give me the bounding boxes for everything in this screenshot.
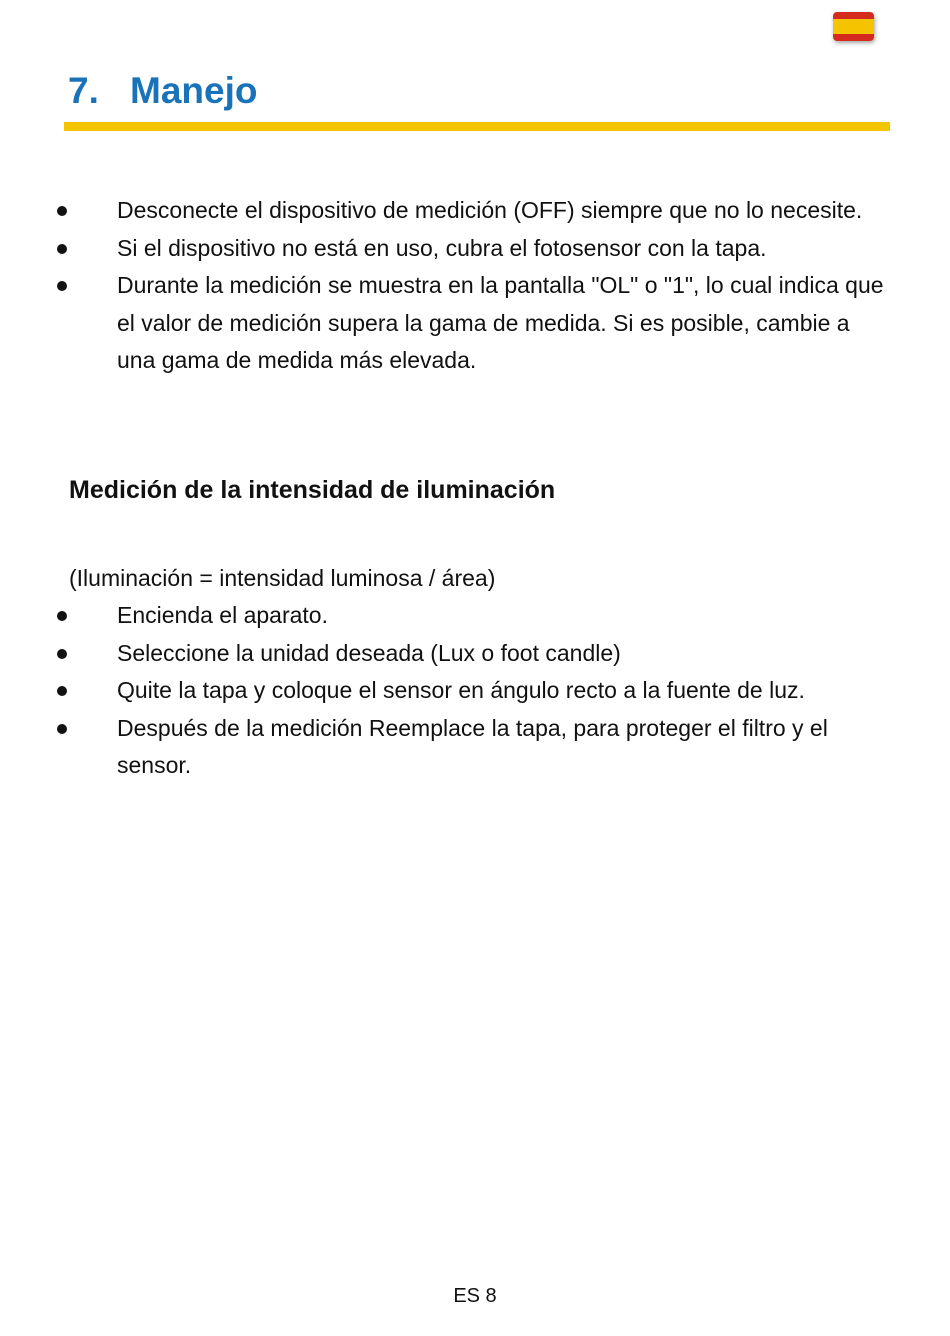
bullet-icon <box>57 611 67 621</box>
bullet-icon <box>57 206 67 216</box>
list-item-text: Durante la medición se muestra en la pantalla "OL" o "1", lo cual indica que el valor de medición supera la gama de medida. Si es posible, cambie a una gama de medida más elevada. <box>117 272 884 373</box>
bullet-icon <box>57 244 67 254</box>
section-number: 7. <box>68 70 99 111</box>
general-notes-list <box>0 192 950 380</box>
section-title-text: Manejo <box>130 70 258 111</box>
bullet-icon <box>57 281 67 291</box>
list-item <box>0 192 950 230</box>
spain-flag-icon <box>833 12 874 41</box>
illumination-formula: (Iluminación = intensidad luminosa / área) <box>69 565 496 591</box>
list-item-text: Después de la medición Reemplace la tapa, para proteger el filtro y el sensor. <box>117 714 828 778</box>
bullet-icon <box>57 686 67 696</box>
list-item-text: Quite la tapa y coloque el sensor en ángulo recto a la fuente de luz. <box>117 677 805 703</box>
list-item <box>0 267 950 380</box>
page-number: ES 8 <box>453 1285 497 1307</box>
measurement-steps-list <box>0 597 950 785</box>
list-item-text: Seleccione la unidad deseada (Lux o foot candle) <box>117 639 621 666</box>
list-item-text: Encienda el aparato. <box>117 602 328 628</box>
bullet-icon <box>57 649 67 659</box>
list-item <box>0 230 950 268</box>
bullet-icon <box>57 724 67 734</box>
measurement-heading: Medición de la intensidad de iluminación <box>69 476 556 504</box>
list-item-text: Si el dispositivo no está en uso, cubra el fotosensor con la tapa. <box>117 234 767 261</box>
title-underline <box>64 122 890 131</box>
list-item <box>0 635 950 673</box>
list-item <box>0 710 950 785</box>
list-item <box>0 597 950 635</box>
list-item <box>0 672 950 710</box>
list-item-text: Desconecte el dispositivo de medición (OFF) siempre que no lo necesite. <box>117 197 863 223</box>
section-title <box>68 70 257 112</box>
